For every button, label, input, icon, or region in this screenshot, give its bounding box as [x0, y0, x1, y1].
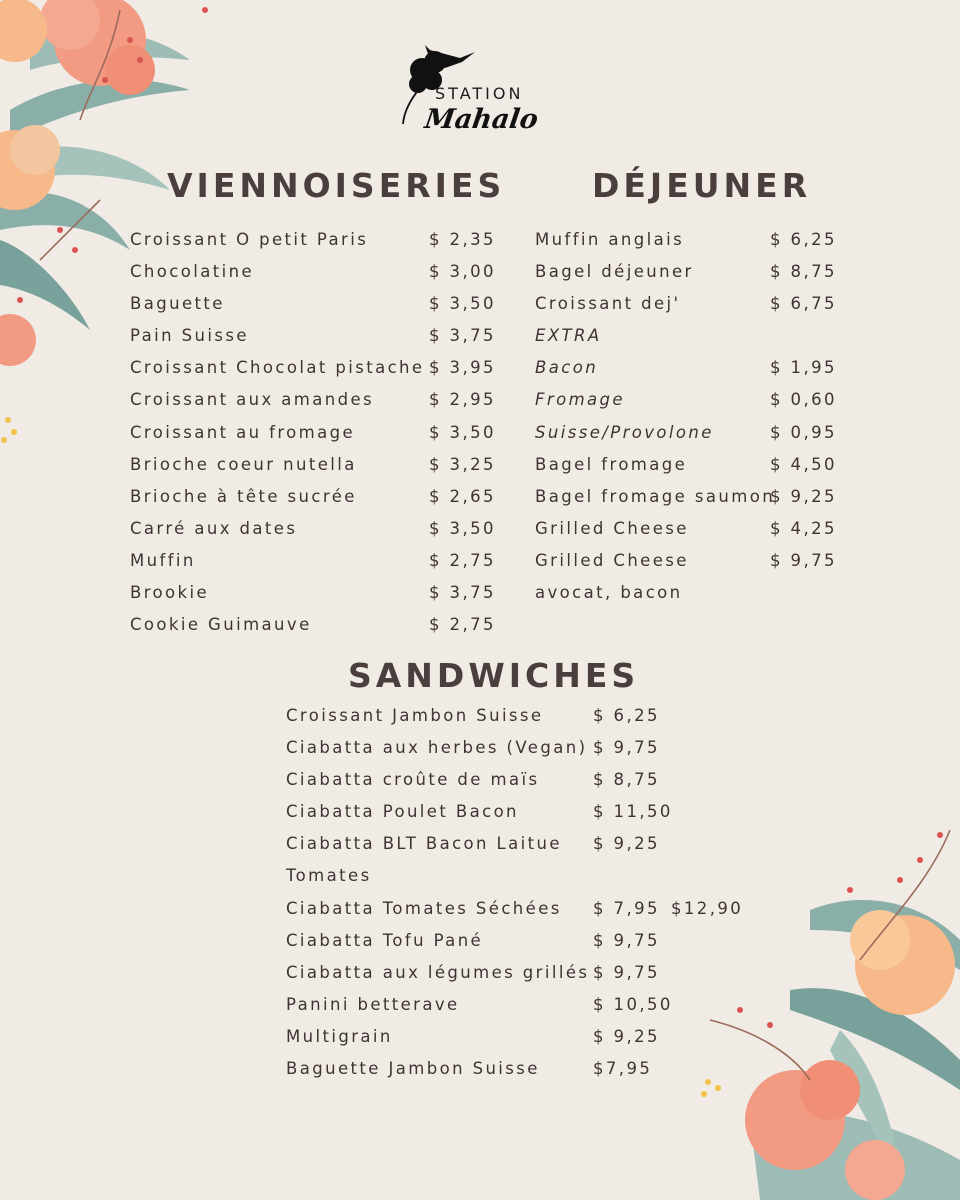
menu-item-price: $ 1,95: [770, 358, 837, 378]
menu-item-price: $ 2,75: [429, 615, 496, 635]
menu-list-viennoiseries: [130, 228, 500, 645]
menu-item-price: $ 2,35: [429, 230, 496, 249]
menu-item-price: $ 3,75: [429, 326, 496, 346]
menu-item-name: Brioche à tête sucrée: [130, 486, 357, 506]
menu-item-name: EXTRA: [535, 326, 602, 346]
menu-item: [535, 260, 835, 292]
menu-item-price: $ 4,50: [770, 454, 837, 474]
menu-item-name: avocat, bacon: [535, 583, 683, 603]
menu-item-name: Brioche coeur nutella: [130, 454, 357, 474]
menu-item-price: $ 3,50: [429, 422, 496, 442]
section-title-sandwiches: SANDWICHES: [348, 656, 640, 695]
menu-item-name: Croissant aux amandes: [130, 390, 375, 410]
menu-item-name: Bacon: [535, 358, 599, 378]
menu-list-sandwiches: [286, 704, 746, 1089]
menu-item-price: $ 9,75: [770, 550, 837, 570]
menu-item-name: Ciabatta Tofu Pané: [286, 930, 484, 950]
menu-item-name: Multigrain: [286, 1026, 393, 1046]
menu-item-name: Ciabatta Tomates Séchées: [286, 898, 562, 918]
menu-item-price: $ 2,75: [429, 550, 496, 570]
menu-item: [286, 704, 746, 736]
menu-item: [286, 768, 746, 800]
menu-item-price: $ 2,95: [429, 390, 496, 410]
menu-item: [286, 961, 746, 993]
menu-item-price: $ 6,75: [770, 294, 837, 314]
menu-item: [286, 1025, 746, 1057]
menu-item: [130, 324, 500, 356]
menu-item: [130, 485, 500, 517]
menu-item: [130, 260, 500, 292]
menu-item: [535, 581, 835, 613]
menu-item-price: $ 3,00: [429, 262, 496, 282]
menu-item-price: $ 11,50: [593, 802, 673, 822]
menu-item-name: Pain Suisse: [130, 326, 249, 346]
menu-item-price: $ 9,25: [770, 486, 837, 506]
menu-item-name: Baguette Jambon Suisse: [286, 1059, 540, 1079]
menu-item: [535, 388, 835, 420]
menu-item: [130, 453, 500, 485]
menu-item-name: Carré aux dates: [130, 518, 298, 538]
menu-item-name: Croissant Jambon Suisse: [286, 706, 544, 725]
menu-item: [535, 356, 835, 388]
menu-item-price: $ 3,95: [429, 358, 496, 378]
menu-item-name: Ciabatta Poulet Bacon: [286, 802, 519, 822]
menu-item: [286, 897, 746, 929]
menu-list-dejeuner: [535, 228, 835, 613]
menu-item: [130, 388, 500, 420]
menu-item-name: Ciabatta BLT Bacon Laitue: [286, 834, 562, 854]
menu-item-name: Panini betterave: [286, 994, 460, 1014]
menu-item-price: $ 9,75: [593, 930, 660, 950]
section-title-viennoiseries: VIENNOISERIES: [167, 166, 506, 205]
menu-item-price: $ 9,25: [593, 834, 660, 854]
menu-item: [130, 613, 500, 645]
menu-item-price: $ 8,75: [593, 770, 660, 790]
menu-item-price: $7,95: [593, 1059, 653, 1079]
menu-item: [130, 228, 500, 260]
menu-item: [130, 356, 500, 388]
menu-item-price: $ 9,25: [593, 1026, 660, 1046]
menu-item: [130, 517, 500, 549]
menu-item-price: $ 3,50: [429, 518, 496, 538]
menu-item-name: Bagel déjeuner: [535, 262, 694, 282]
menu-item-name: Bagel fromage: [535, 454, 688, 474]
menu-item-name: Croissant Chocolat pistache: [130, 358, 425, 378]
menu-item-name: Brookie: [130, 583, 210, 603]
menu-item-name: Cookie Guimauve: [130, 615, 312, 635]
menu-item-name: Bagel fromage saumon: [535, 486, 776, 506]
menu-item-name: Fromage: [535, 390, 625, 410]
menu-item: [286, 832, 746, 864]
section-title-dejeuner: DÉJEUNER: [592, 166, 812, 205]
menu-item: [130, 549, 500, 581]
menu-item: [286, 993, 746, 1025]
brand-line1: STATION: [435, 84, 524, 103]
menu-item-price: $ 3,25: [429, 454, 496, 474]
menu-item-price: $ 3,50: [429, 294, 496, 314]
menu-item-name: Tomates: [286, 866, 372, 886]
menu-item-price: $ 7,95: [593, 898, 660, 918]
menu-item: [286, 800, 746, 832]
menu-item-price: $ 6,25: [593, 706, 660, 725]
menu-item-name: Croissant au fromage: [130, 422, 356, 442]
menu-item-name: Croissant O petit Paris: [130, 230, 369, 249]
menu-item-name: Suisse/Provolone: [535, 422, 714, 442]
menu-item-price: $ 2,65: [429, 486, 496, 506]
menu-item-price: $ 0,60: [770, 390, 837, 410]
menu-item-name: Chocolatine: [130, 262, 254, 282]
menu-item: [535, 485, 835, 517]
menu-item: [286, 864, 746, 896]
menu-item: [535, 292, 835, 324]
menu-item-name: Muffin anglais: [535, 230, 685, 249]
menu-item: [535, 324, 835, 356]
menu-item-name: Ciabatta aux herbes (Vegan): [286, 738, 588, 758]
menu-item-price: $ 3,75: [429, 583, 496, 603]
menu-item: [535, 421, 835, 453]
menu-item: [130, 581, 500, 613]
menu-item-name: Muffin: [130, 550, 196, 570]
brand-line2: Mahalo: [422, 104, 540, 135]
brand-logo: [400, 40, 560, 145]
menu-item: [535, 228, 835, 260]
menu-item: [286, 929, 746, 961]
menu-item-price: $ 6,25: [770, 230, 837, 249]
menu-item-price: $ 10,50: [593, 994, 673, 1014]
menu-item: [535, 549, 835, 581]
menu-item-name: Grilled Cheese: [535, 550, 689, 570]
menu-item-name: Croissant dej': [535, 294, 681, 314]
menu-item-price: $ 8,75: [770, 262, 837, 282]
menu-item-price-alt: $12,90: [671, 898, 744, 918]
menu-item-price: $ 0,95: [770, 422, 837, 442]
menu-item-name: Ciabatta aux légumes grillés: [286, 962, 590, 982]
menu-item: [286, 1057, 746, 1089]
menu-item: [535, 453, 835, 485]
menu-item-price: $ 4,25: [770, 518, 837, 538]
menu-item-price: $ 9,75: [593, 962, 660, 982]
menu-item-name: Grilled Cheese: [535, 518, 689, 538]
menu-item: [286, 736, 746, 768]
menu-item: [535, 517, 835, 549]
menu-item: [130, 292, 500, 324]
menu-item: [130, 421, 500, 453]
menu-item-name: Ciabatta croûte de maïs: [286, 770, 540, 790]
menu-item-price: $ 9,75: [593, 738, 660, 758]
menu-item-name: Baguette: [130, 294, 225, 314]
